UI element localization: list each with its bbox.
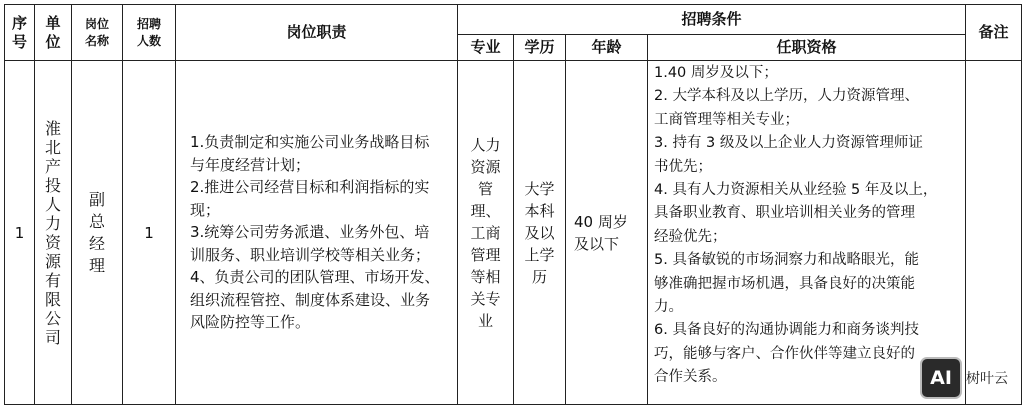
header-education: 学历 [514,35,566,61]
row-seq: 1 [5,61,35,405]
watermark-logo-icon: AI [920,357,962,399]
row-headcount: 1 [123,61,176,405]
header-qualifications: 任职资格 [648,35,966,61]
row-unit: 淮 北 产 投 人 力 资 源 有 限 公 司 [35,61,72,405]
header-remark: 备注 [966,5,1022,61]
watermark [920,357,1008,399]
header-duties: 岗位职责 [176,5,458,61]
header-headcount: 招聘 人数 [123,5,176,61]
header-position-name: 岗位 名称 [72,5,123,61]
watermark-text: 树叶云 [966,371,1008,387]
row-education: 大学 本科 及以 上学 历 [514,61,566,405]
recruitment-table [4,4,1022,405]
row-qualifications: 1.40 周岁及以下； 2. 大学本科及以上学历，人力资源管理、 工商管理等相关专业； 3. 持有 3 级及以上企业人力资源管理师证 书优先； 4. 具有人力资源相关从业经验 5 年及以上， 具备职业教育、职业培训相关业务的管理 经验优先； 5. 具备敏锐的市场洞察力和战略眼光，能 够准确把握市场机遇，具备良好的决策能 力。 6. 具备良好的沟通协调能力和商务谈判技 巧，能够与客户、合作伙伴等建立良好的 合作关系。 [648,61,966,405]
header-conditions: 招聘条件 [458,5,966,35]
row-duties: 1.负责制定和实施公司业务战略目标 与年度经营计划； 2.推进公司经营目标和利润指标的实 现； 3.统筹公司劳务派遣、业务外包、培 训服务、职业培训学校等相关业务； 4、负责公司的团队管理、市场开发、 组织流程管控、制度体系建设、业务 风险防控等工作。 [176,61,458,405]
row-age: 40 周岁 及以下 [566,61,648,405]
header-major: 专业 [458,35,514,61]
header-seq: 序 号 [5,5,35,61]
header-unit: 单 位 [35,5,72,61]
row-major: 人力 资源 管 理、 工商 管理 等相 关专 业 [458,61,514,405]
header-age: 年龄 [566,35,648,61]
row-remark [966,61,1022,405]
row-position: 副 总 经 理 [72,61,123,405]
